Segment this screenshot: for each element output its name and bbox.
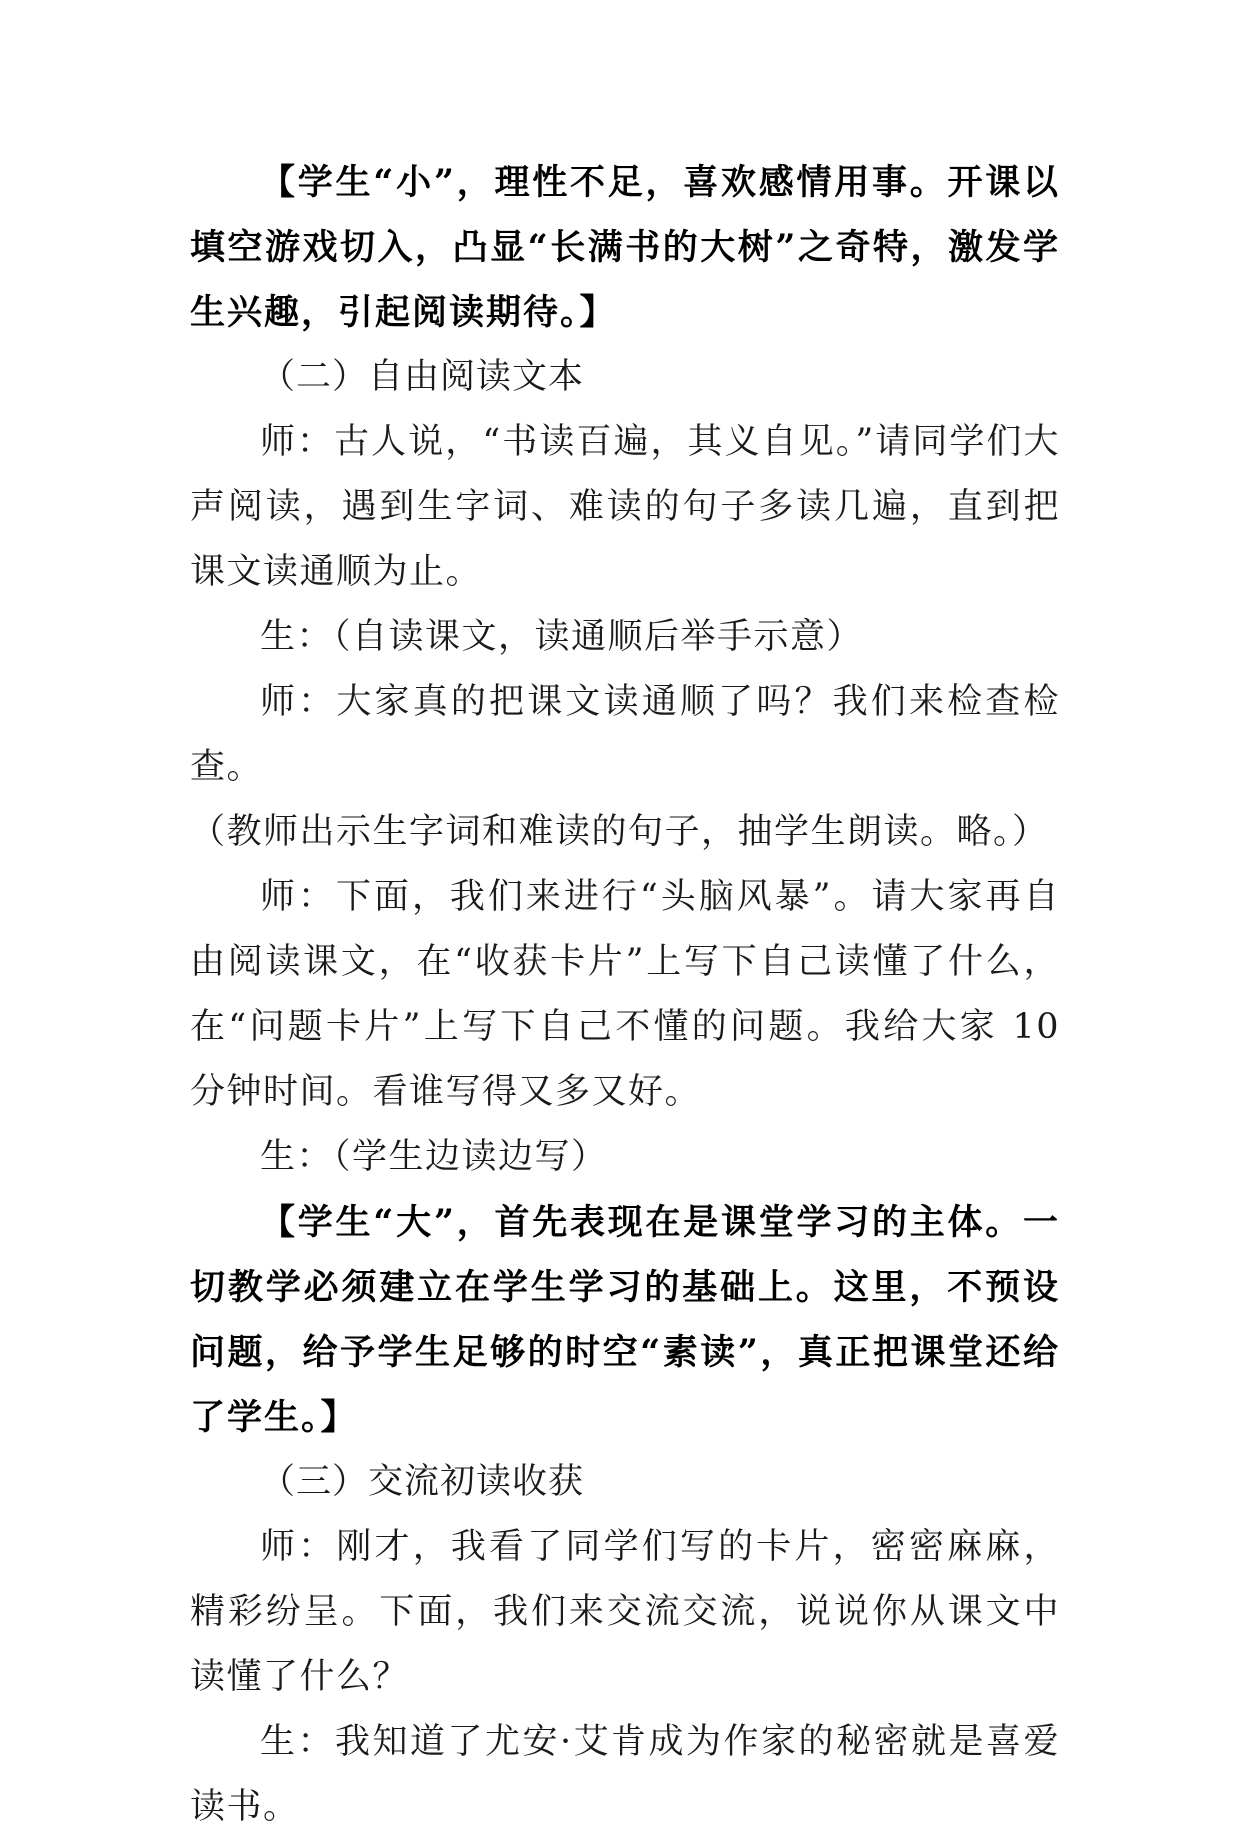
student-line-1: 生：（自读课文，读通顺后举手示意）: [260, 617, 864, 657]
section-heading-share-gains: （三）交流初读收获: [260, 1462, 585, 1502]
student-line-2: 生：（学生边读边写）: [260, 1137, 608, 1177]
teacher-line-1: 师：古人说，“书读百遍，其义自见。”请同学们大声阅读，遇到生字词、难读的句子多读几遍，直到把课文读通顺为止。: [190, 422, 1060, 592]
teacher-line-3: 师：下面，我们来进行“头脑风暴”。请大家再自由阅读课文，在“收获卡片”上写下自己读懂了什么，在“问题卡片”上写下自己不懂的问题。我给大家 10 分钟时间。看谁写得又多又好。: [190, 877, 1060, 1112]
teacher-line-4: 师：刚才，我看了同学们写的卡片，密密麻麻，精彩纷呈。下面，我们来交流交流，说说你从课文中读懂了什么？: [190, 1527, 1060, 1697]
teacher-line-2: 师：大家真的把课文读通顺了吗？我们来检查检查。: [190, 682, 1060, 787]
stage-note: （教师出示生字词和难读的句子，抽学生朗读。略。）: [190, 812, 1049, 852]
student-line-3: 生：我知道了尤安·艾肯成为作家的秘密就是喜爱读书。: [190, 1722, 1060, 1827]
teaching-comment-2: 【学生“大”，首先表现在是课堂学习的主体。一切教学必须建立在学生学习的基础上。这里，不预设问题，给予学生足够的时空“素读”，真正把课堂还给了学生。】: [190, 1202, 1060, 1438]
document-page: [190, 150, 1060, 1840]
teaching-comment-1: 【学生“小”，理性不足，喜欢感情用事。开课以填空游戏切入，凸显“长满书的大树”之奇特，激发学生兴趣，引起阅读期待。】: [190, 162, 1060, 333]
section-heading-free-reading: （二）自由阅读文本: [260, 357, 585, 397]
